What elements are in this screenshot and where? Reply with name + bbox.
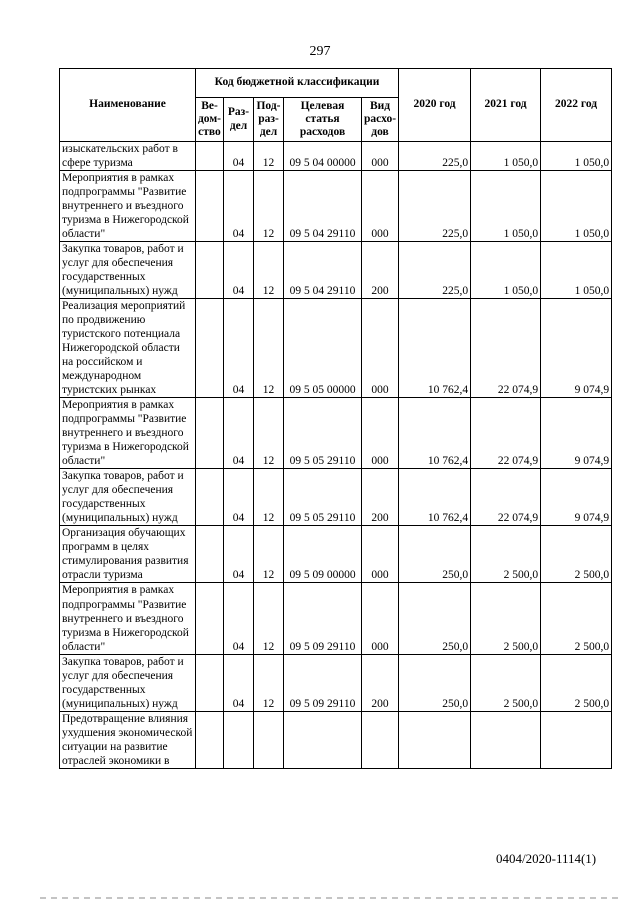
- row-2020-cell: 225,0: [399, 242, 471, 299]
- row-2022-cell: 1 050,0: [541, 171, 612, 242]
- row-vedomstvo-cell: [196, 398, 224, 469]
- row-vedomstvo-cell: [196, 526, 224, 583]
- header-2022: 2022 год: [541, 69, 612, 142]
- row-vid-cell: 000: [362, 142, 399, 171]
- row-target-cell: 09 5 04 29110: [284, 171, 362, 242]
- row-podrazdel-cell: 12: [254, 526, 284, 583]
- row-name-cell: Предотвращение влияния ухудшения экономической ситуации на развитие отраслей экономики в: [60, 711, 196, 768]
- row-vid-cell: 000: [362, 171, 399, 242]
- row-name-cell: Мероприятия в рамках подпрограммы "Развитие внутреннего и въездного туризма в Нижегородской области": [60, 583, 196, 654]
- row-name-cell: Закупка товаров, работ и услуг для обеспечения государственных (муниципальных) нужд: [60, 242, 196, 299]
- header-podrazdel: Под-раз-дел: [254, 98, 284, 142]
- row-podrazdel-cell: 12: [254, 142, 284, 171]
- table-row: [60, 526, 612, 583]
- header-2021: 2021 год: [471, 69, 541, 142]
- row-razdel-cell: 04: [224, 398, 254, 469]
- row-2021-cell: 22 074,9: [471, 398, 541, 469]
- header-vid: Вид расхо-дов: [362, 98, 399, 142]
- budget-table: [59, 68, 612, 769]
- row-2022-cell: 9 074,9: [541, 398, 612, 469]
- row-vedomstvo-cell: [196, 583, 224, 654]
- row-2020-cell: 225,0: [399, 142, 471, 171]
- table-row: [60, 711, 612, 768]
- row-2020-cell: 250,0: [399, 654, 471, 711]
- row-2021-cell: 1 050,0: [471, 242, 541, 299]
- table-row: [60, 654, 612, 711]
- table-row: [60, 142, 612, 171]
- row-vid-cell: 200: [362, 654, 399, 711]
- row-target-cell: 09 5 04 00000: [284, 142, 362, 171]
- row-razdel-cell: 04: [224, 299, 254, 398]
- row-target-cell: 09 5 04 29110: [284, 242, 362, 299]
- row-2021-cell: 2 500,0: [471, 583, 541, 654]
- row-podrazdel-cell: 12: [254, 654, 284, 711]
- row-2020-cell: 10 762,4: [399, 469, 471, 526]
- row-vedomstvo-cell: [196, 142, 224, 171]
- row-vedomstvo-cell: [196, 242, 224, 299]
- row-2021-cell: 22 074,9: [471, 299, 541, 398]
- table-header: [60, 69, 612, 142]
- header-name: Наименование: [60, 69, 196, 142]
- row-target-cell: [284, 711, 362, 768]
- row-2022-cell: 9 074,9: [541, 299, 612, 398]
- table-row: [60, 242, 612, 299]
- header-target: Целевая статья расходов: [284, 98, 362, 142]
- row-razdel-cell: 04: [224, 142, 254, 171]
- row-razdel-cell: 04: [224, 171, 254, 242]
- table-row: [60, 299, 612, 398]
- row-2020-cell: 250,0: [399, 583, 471, 654]
- row-vid-cell: 000: [362, 299, 399, 398]
- row-2022-cell: 2 500,0: [541, 583, 612, 654]
- row-podrazdel-cell: [254, 711, 284, 768]
- row-2021-cell: 22 074,9: [471, 469, 541, 526]
- row-2021-cell: 2 500,0: [471, 526, 541, 583]
- row-vedomstvo-cell: [196, 171, 224, 242]
- page-number: 297: [309, 44, 331, 59]
- row-vid-cell: 200: [362, 242, 399, 299]
- bottom-edge-strip: [40, 897, 620, 899]
- header-budget-code: Код бюджетной классификации: [196, 69, 399, 98]
- row-razdel-cell: 04: [224, 526, 254, 583]
- row-name-cell: Закупка товаров, работ и услуг для обеспечения государственных (муниципальных) нужд: [60, 469, 196, 526]
- row-2022-cell: 2 500,0: [541, 654, 612, 711]
- row-target-cell: 09 5 09 29110: [284, 583, 362, 654]
- row-target-cell: 09 5 09 00000: [284, 526, 362, 583]
- row-razdel-cell: 04: [224, 469, 254, 526]
- header-vedomstvo: Ве-дом-ство: [196, 98, 224, 142]
- table-row: [60, 583, 612, 654]
- row-vid-cell: [362, 711, 399, 768]
- row-vid-cell: 200: [362, 469, 399, 526]
- row-target-cell: 09 5 05 29110: [284, 469, 362, 526]
- row-vid-cell: 000: [362, 583, 399, 654]
- document-code: 0404/2020-1114(1): [496, 851, 597, 866]
- table-row: [60, 469, 612, 526]
- row-vedomstvo-cell: [196, 711, 224, 768]
- header-2020: 2020 год: [399, 69, 471, 142]
- row-2020-cell: 250,0: [399, 526, 471, 583]
- table-row: [60, 171, 612, 242]
- row-razdel-cell: [224, 711, 254, 768]
- row-razdel-cell: 04: [224, 583, 254, 654]
- row-2020-cell: 10 762,4: [399, 299, 471, 398]
- row-vid-cell: 000: [362, 526, 399, 583]
- row-2020-cell: 10 762,4: [399, 398, 471, 469]
- row-name-cell: Организация обучающих программ в целях стимулирования развития отрасли туризма: [60, 526, 196, 583]
- row-podrazdel-cell: 12: [254, 469, 284, 526]
- row-name-cell: Реализация мероприятий по продвижению туристского потенциала Нижегородской области на российском и международном туристских рынках: [60, 299, 196, 398]
- row-vid-cell: 000: [362, 398, 399, 469]
- row-podrazdel-cell: 12: [254, 583, 284, 654]
- row-podrazdel-cell: 12: [254, 242, 284, 299]
- row-name-cell: Мероприятия в рамках подпрограммы "Развитие внутреннего и въездного туризма в Нижегородской области": [60, 171, 196, 242]
- row-razdel-cell: 04: [224, 242, 254, 299]
- row-name-cell: Мероприятия в рамках подпрограммы "Развитие внутреннего и въездного туризма в Нижегородской области": [60, 398, 196, 469]
- table-body: [60, 142, 612, 769]
- row-2022-cell: 9 074,9: [541, 469, 612, 526]
- row-2021-cell: 2 500,0: [471, 654, 541, 711]
- row-target-cell: 09 5 05 00000: [284, 299, 362, 398]
- row-2022-cell: 2 500,0: [541, 526, 612, 583]
- row-target-cell: 09 5 05 29110: [284, 398, 362, 469]
- row-vedomstvo-cell: [196, 299, 224, 398]
- row-2020-cell: [399, 711, 471, 768]
- row-vedomstvo-cell: [196, 469, 224, 526]
- row-podrazdel-cell: 12: [254, 299, 284, 398]
- row-2021-cell: 1 050,0: [471, 171, 541, 242]
- table-row: [60, 398, 612, 469]
- row-2022-cell: [541, 711, 612, 768]
- row-razdel-cell: 04: [224, 654, 254, 711]
- row-vedomstvo-cell: [196, 654, 224, 711]
- row-name-cell: изыскательских работ в сфере туризма: [60, 142, 196, 171]
- row-target-cell: 09 5 09 29110: [284, 654, 362, 711]
- row-2020-cell: 225,0: [399, 171, 471, 242]
- row-2021-cell: [471, 711, 541, 768]
- row-2022-cell: 1 050,0: [541, 242, 612, 299]
- row-name-cell: Закупка товаров, работ и услуг для обеспечения государственных (муниципальных) нужд: [60, 654, 196, 711]
- row-2022-cell: 1 050,0: [541, 142, 612, 171]
- row-2021-cell: 1 050,0: [471, 142, 541, 171]
- header-razdel: Раз-дел: [224, 98, 254, 142]
- row-podrazdel-cell: 12: [254, 171, 284, 242]
- row-podrazdel-cell: 12: [254, 398, 284, 469]
